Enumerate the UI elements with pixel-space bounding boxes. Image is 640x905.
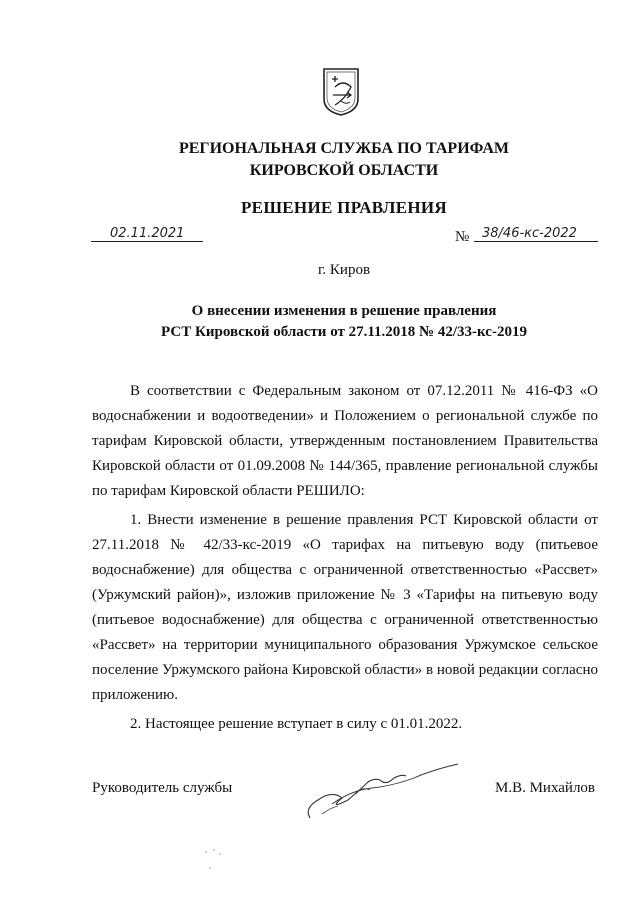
signer-name: М.В. Михайлов — [495, 780, 596, 796]
document-body — [92, 379, 598, 737]
document-date: 02.11.2021 — [110, 226, 185, 241]
subject-line1: О внесении изменения в решение правления — [191, 303, 497, 319]
body-paragraph-item-1: 1. Внести изменение в решение правления РСТ Кировской области от 27.11.2018 № 42/33-кс-2019 «О тарифах на питьевую воду (питьевое водоснабжение) для общества с ограниченной ответственностью «Рассвет» (Уржумский район)», изложив приложение № 3 «Тарифы на питьевую воду (питьевое водоснабжение) для общества с ограниченной ответственностью «Рассвет» на территории муниципального образования Уржумское сельское поселение Уржумского района Кировской области» в новой редакции согласно приложению. — [92, 512, 598, 703]
number-label: № — [455, 229, 470, 245]
document-number: 38/46-кс-2022 — [482, 226, 577, 241]
organization-name-line2: КИРОВСКОЙ ОБЛАСТИ — [249, 162, 439, 179]
city: г. Киров — [317, 262, 371, 278]
body-paragraph-preamble: В соответствии с Федеральным законом от 07.12.2011 № 416-ФЗ «О водоснабжении и водоотведении» и Положением о региональной службе по тарифам Кировской области, утвержденным постановлением Правительства Кировской области от 01.09.2008 № 144/365, правление региональной службы по тарифам Кировской области РЕШИЛО: — [92, 383, 598, 499]
coat-of-arms-icon — [321, 65, 361, 117]
body-paragraph-item-2: 2. Настоящее решение вступает в силу с 01.01.2022. — [130, 716, 463, 732]
scan-noise-marks — [200, 838, 240, 878]
document-type-title: РЕШЕНИЕ ПРАВЛЕНИЯ — [241, 198, 447, 217]
organization-name-line1: РЕГИОНАЛЬНАЯ СЛУЖБА ПО ТАРИФАМ — [178, 140, 510, 157]
subject-line2: РСТ Кировской области от 27.11.2018 № 42/33-кс-2019 — [161, 324, 527, 340]
handwritten-signature — [302, 760, 462, 824]
signer-position: Руководитель службы — [92, 780, 233, 796]
